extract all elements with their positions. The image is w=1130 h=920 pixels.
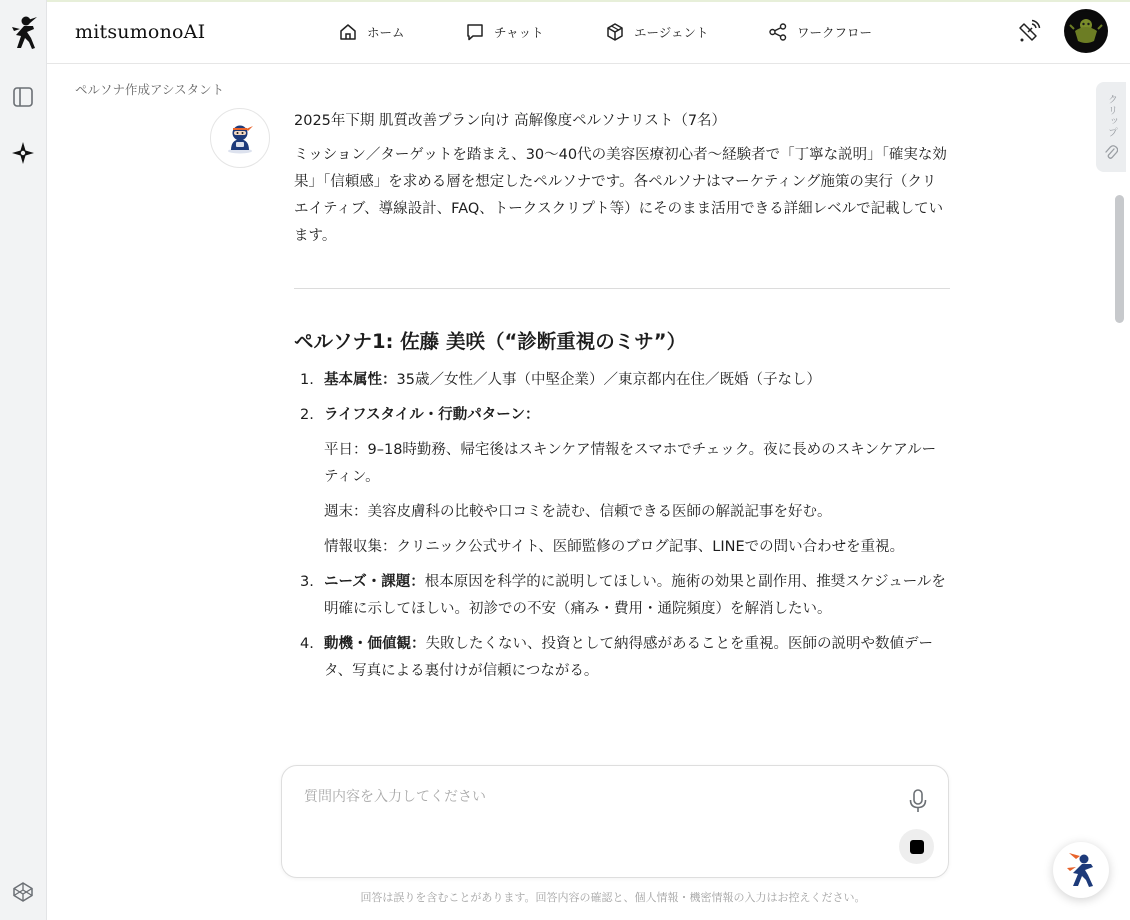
- list-item: [294, 402, 950, 561]
- ninja-mascot-icon: [223, 121, 257, 155]
- nav-home[interactable]: [338, 20, 405, 44]
- list-item: [294, 367, 950, 394]
- assistant-message: [294, 108, 950, 756]
- list-item: [294, 569, 950, 623]
- microphone-icon[interactable]: [907, 788, 929, 814]
- item-text: 35歳／女性／人事（中堅企業）／東京都内在住／既婚（子なし）: [396, 372, 821, 388]
- top-header: [47, 2, 1130, 64]
- item-label: ニーズ・課題：: [324, 574, 425, 590]
- agent-cube-icon: [605, 22, 625, 42]
- sub-paragraph: 平日：9–18時勤務、帰宅後はスキンケア情報をスマホでチェック。夜に長めのスキンケアルーティン。: [324, 442, 937, 485]
- message-title: 2025年下期 肌質改善プラン向け 高解像度ペルソナリスト（7名）: [294, 113, 727, 129]
- clip-panel-tab[interactable]: [1096, 82, 1126, 172]
- user-avatar[interactable]: [1064, 9, 1108, 53]
- assistant-name: ペルソナ作成アシスタント: [75, 82, 225, 97]
- scrollbar-thumb[interactable]: [1115, 195, 1124, 323]
- item-text: 根本原因を科学的に説明してほしい。施術の効果と副作用、推奨スケジュールを明確に示してほしい。初診での不安（痛み・費用・通院頻度）を解消したい。: [324, 574, 946, 617]
- list-number: 4.: [300, 636, 314, 652]
- running-ninja-icon: [1062, 851, 1100, 889]
- sub-paragraph: 週末：美容皮膚科の比較や口コミを読む、信頼できる医師の解説記事を好む。: [324, 504, 832, 520]
- nav-chat[interactable]: [465, 20, 544, 44]
- satellite-icon[interactable]: [1015, 19, 1041, 45]
- disclaimer-text: 回答は誤りを含むことがあります。回答内容の確認と、個人情報・機密情報の入力はお控えください。: [360, 891, 866, 904]
- sub-paragraph: 情報収集：クリニック公式サイト、医師監修のブログ記事、LINEでの問い合わせを重視。: [324, 539, 905, 555]
- nav-workflow[interactable]: [768, 20, 872, 44]
- message-intro: ミッション／ターゲットを踏まえ、30〜40代の美容医療初心者〜経験者で「丁寧な説明」「確実な効果」「信頼感」を求める層を想定したペルソナです。各ペルソナはマーケティング施策の実行（クリエイティブ、導線設計、FAQ、トークスクリプト等）にそのまま活用できる詳細レベルで記載しています。: [294, 147, 947, 244]
- clip-tab-label: クリップ: [1105, 94, 1117, 138]
- list-number: 3.: [300, 574, 314, 590]
- ninja-logo-icon[interactable]: [8, 18, 38, 48]
- nav-agent[interactable]: [605, 20, 709, 44]
- item-label: 動機・価値観：: [324, 636, 426, 652]
- message-composer: [281, 765, 949, 878]
- left-rail: [0, 0, 47, 920]
- nav-home-label: ホーム: [367, 25, 405, 40]
- list-number: 2.: [300, 407, 314, 423]
- ninja-assistant-fab[interactable]: [1053, 842, 1109, 898]
- question-input[interactable]: [304, 786, 884, 826]
- assistant-avatar: [210, 108, 270, 168]
- item-label: ライフスタイル・行動パターン：: [324, 407, 540, 423]
- sidebar-toggle-icon[interactable]: [8, 82, 38, 112]
- divider: [294, 288, 950, 289]
- nav-workflow-label: ワークフロー: [797, 25, 873, 40]
- brand-name[interactable]: mitsumonoAI: [75, 21, 206, 43]
- chat-icon: [465, 22, 485, 42]
- stop-icon: [910, 840, 924, 854]
- workflow-icon: [768, 22, 788, 42]
- item-label: 基本属性：: [324, 372, 397, 388]
- list-item: [294, 631, 950, 685]
- sparkle-icon[interactable]: [8, 138, 38, 168]
- item-text: 失敗したくない、投資として納得感があることを重視。医師の説明や数値データ、写真による裏付けが信頼につながる。: [324, 636, 933, 679]
- nav-chat-label: チャット: [494, 25, 544, 40]
- nav-agent-label: エージェント: [634, 25, 709, 40]
- stop-generation-button[interactable]: [899, 829, 934, 864]
- paperclip-icon: [1104, 144, 1118, 160]
- list-number: 1.: [300, 372, 314, 388]
- codepen-icon[interactable]: [8, 877, 38, 907]
- persona-heading: ペルソナ1: 佐藤 美咲（“診断重視のミサ”）: [294, 330, 687, 353]
- home-icon: [338, 22, 358, 42]
- persona-attribute-list: [294, 367, 950, 685]
